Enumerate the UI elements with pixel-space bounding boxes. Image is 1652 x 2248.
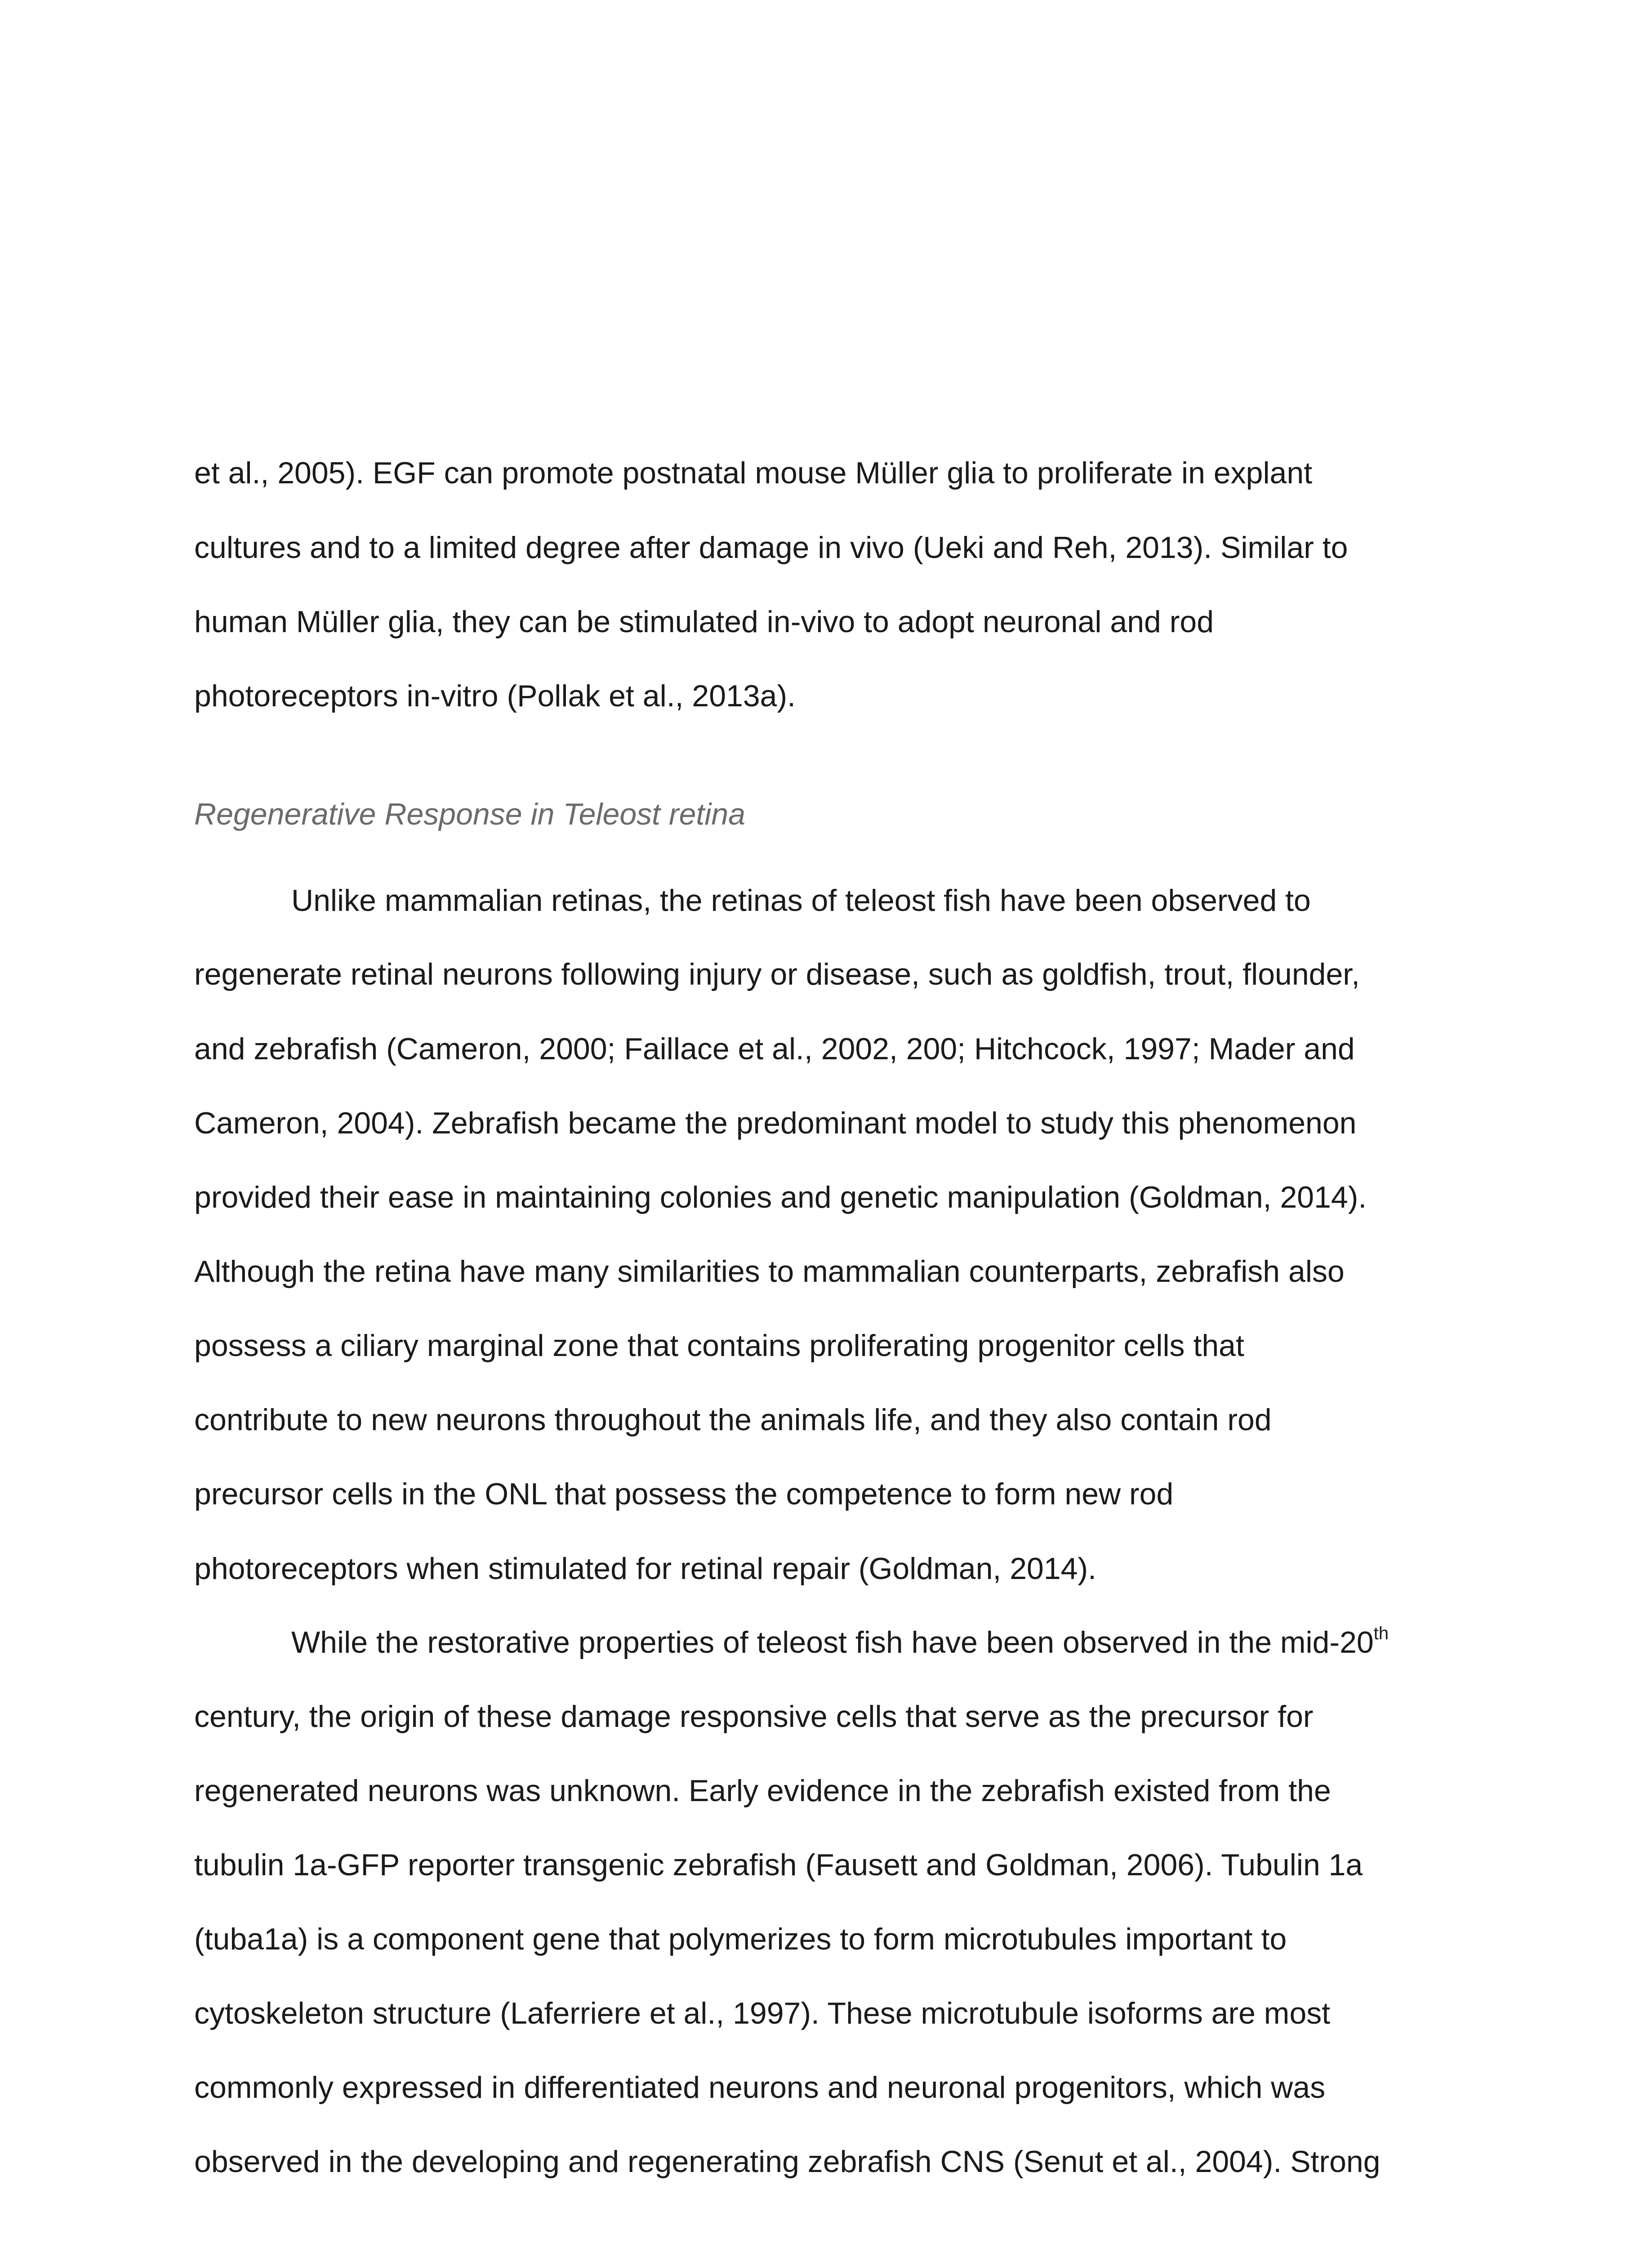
paragraph-3-line-3: regenerated neurons was unknown. Early evidence in the zebrafish existed from the <box>194 1774 1331 1808</box>
paragraph-2-line-2: regenerate retinal neurons following injury or disease, such as goldfish, trout, flounder, <box>194 957 1360 991</box>
paragraph-2-line-4: Cameron, 2004). Zebrafish became the predominant model to study this phenomenon <box>194 1106 1357 1140</box>
paragraph-3-line-8: observed in the developing and regenerating zebrafish CNS (Senut et al., 2004). Strong <box>194 2145 1380 2179</box>
paragraph-3-line-1-text: While the restorative properties of teleost fish have been observed in the mid-20 <box>291 1625 1374 1659</box>
paragraph-3-line-1 <box>291 1624 1389 1660</box>
paragraph-1-line-1: et al., 2005). EGF can promote postnatal mouse Müller glia to proliferate in explant <box>194 456 1313 490</box>
paragraph-2-line-10: photoreceptors when stimulated for retinal repair (Goldman, 2014). <box>194 1552 1097 1586</box>
paragraph-3-line-7: commonly expressed in differentiated neurons and neuronal progenitors, which was <box>194 2070 1326 2105</box>
paragraph-1-line-4: photoreceptors in-vitro (Pollak et al., 2013a). <box>194 679 796 713</box>
paragraph-3-line-4: tubulin 1a-GFP reporter transgenic zebrafish (Fausett and Goldman, 2006). Tubulin 1a <box>194 1848 1363 1882</box>
paragraph-2-line-8: contribute to new neurons throughout the animals life, and they also contain rod <box>194 1403 1272 1437</box>
paragraph-1-line-3: human Müller glia, they can be stimulated in-vivo to adopt neuronal and rod <box>194 605 1214 639</box>
paragraph-3-line-2: century, the origin of these damage responsive cells that serve as the precursor for <box>194 1699 1314 1734</box>
paragraph-2-line-3: and zebrafish (Cameron, 2000; Faillace et al., 2002, 200; Hitchcock, 1997; Mader and <box>194 1032 1355 1066</box>
paragraph-3-line-5: (tuba1a) is a component gene that polymerizes to form microtubules important to <box>194 1922 1287 1956</box>
section-heading: Regenerative Response in Teleost retina <box>194 797 746 831</box>
paragraph-3-line-6: cytoskeleton structure (Laferriere et al., 1997). These microtubule isoforms are most <box>194 1996 1331 2030</box>
paragraph-2-line-9: precursor cells in the ONL that possess the competence to form new rod <box>194 1477 1174 1511</box>
paragraph-2-line-5: provided their ease in maintaining colonies and genetic manipulation (Goldman, 2014). <box>194 1180 1367 1214</box>
paragraph-1-line-2: cultures and to a limited degree after damage in vivo (Ueki and Reh, 2013). Similar to <box>194 531 1348 565</box>
paragraph-2-line-7: possess a ciliary marginal zone that contains proliferating progenitor cells that <box>194 1329 1244 1363</box>
paragraph-2-line-1: Unlike mammalian retinas, the retinas of teleost fish have been observed to <box>291 883 1311 918</box>
ordinal-superscript: th <box>1373 1624 1389 1643</box>
paragraph-2-line-6: Although the retina have many similarities to mammalian counterparts, zebrafish also <box>194 1254 1345 1289</box>
